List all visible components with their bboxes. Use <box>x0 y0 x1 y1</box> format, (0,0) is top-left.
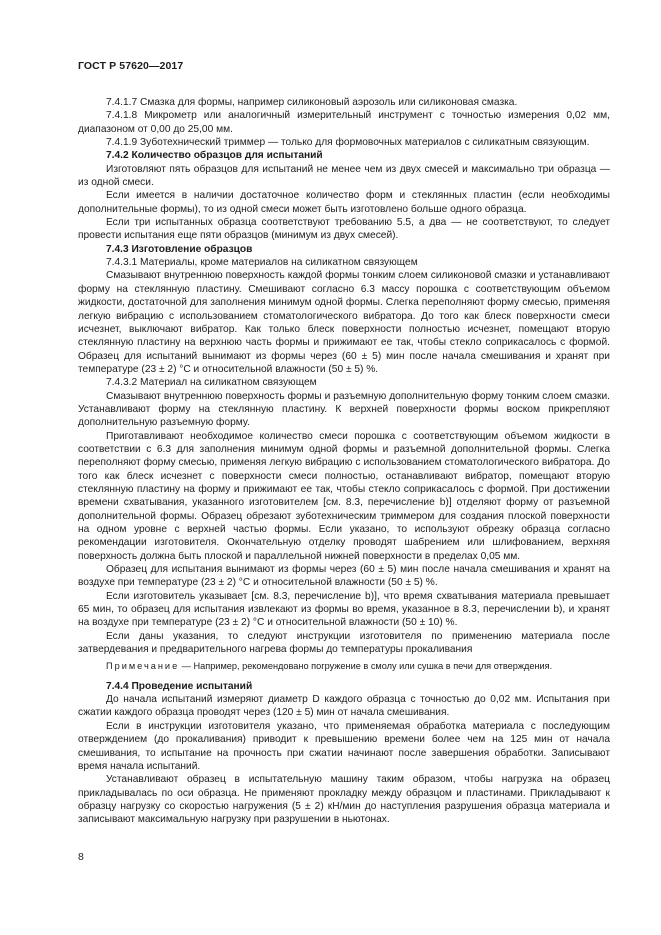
clause-7-4-3-1: 7.4.3.1 Материалы, кроме материалов на силикатном связующем <box>106 257 418 269</box>
clause-7-4-1-8: 7.4.1.8 Микрометр или аналогичный измерительный инструмент с точностью измерения 0,02 мм, диапазоном от 0,00 до 25,00 мм. <box>78 110 610 135</box>
note-label: Примечание <box>106 661 180 672</box>
paragraph: Изготовляют пять образцов для испытаний не менее чем из двух смесей и максимально три образца — из одной смеси. <box>78 163 610 189</box>
paragraph: Если три испытанных образца соответствуют требованию 5.5, а два — не соответствуют, то следует провести испытания еще пяти образцов (минимум из двух смесей). <box>78 217 610 242</box>
paragraph: Если даны указания, то следуют инструкции изготовителя по применению материала после затвердевания и предварительного нагрева формы до температуры прокаливания <box>78 630 610 656</box>
section-heading-7-4-2: 7.4.2 Количество образцов для испытаний <box>106 150 323 162</box>
paragraph: Устанавливают образец в испытательную машину таким образом, чтобы нагрузка на образец прикладывалась по оси образца. Не применяют прокладку между образцом и пластинами. Прикладывают к образцу нагрузку со скоростью нагружения (5 ± 2) кН/мин до наступления разрушения образца материала и записывают максимальную нагрузку при разрушении в ньютонах. <box>78 774 610 826</box>
section-heading-7-4-3: 7.4.3 Изготовление образцов <box>106 243 253 255</box>
clause-7-4-1-7: 7.4.1.7 Смазка для формы, например силиконовый аэрозоль или силиконовая смазка. <box>106 97 518 108</box>
paragraph: Смазывают внутреннюю поверхность каждой формы тонким слоем силиконовой смазки и устанавливают форму на стеклянную пластину. Смешивают согласно 6.3 массу порошка с соответствующим объемом жидкости, достаточной для заполнения минимум одной формы. Слегка переполняют форму смесью, применяя легкую вибрацию с использованием стоматологического вибратора. До того как блеск поверхности смеси исчезнет, выключают вибратор. Как только блеск поверхности полностью исчезнет, помещают вторую стеклянную пластину на верхнюю часть формы и прижимают ее так, чтобы стекло соприкасалось с формой. Образец для испытаний вынимают из формы через (60 ± 5) мин после начала смешивания и хранят при температуре (23 ± 2) °С и относительной влажности (50 ± 5) %. <box>78 270 610 375</box>
clause-7-4-3-2: 7.4.3.2 Материал на силикатном связующем <box>106 377 317 389</box>
paragraph: Если имеется в наличии достаточное количество форм и стеклянных пластин (если необходимы дополнительные формы), то из одной смеси может быть изготовлено больше одного образца. <box>78 190 610 215</box>
paragraph: Приготавливают необходимое количество смеси порошка с соответствующим объемом жидкости в соответствии с 6.3 для заполнения минимум одной формы и разъемной дополнительной формы. Слегка переполняют форму смесью, применяя легкую вибрацию с использованием стоматологического вибратора. До того как блеск исчезнет с поверхности смеси полностью, останавливают вибратор, помещают вторую стеклянную пластину на форму и прижимают ее так, чтобы стекло соприкасалось с формой. При достижении времени схватывания, указанного изготовителем [см. 8.3, перечисление b)] отделяют форму от разъемной дополнительной формы. Образец обрезают зуботехническим триммером для создания плоской поверхности на одном уровне с верхней частью формы. Если указано, то используют обрезку образца согласно рекомендации изготовителя. Окончательную отделку проводят шабрением или шлифованием, верхняя поверхность должна быть плоской и параллельной нижней поверхности в пределах 0,05 мм. <box>78 430 610 562</box>
standard-header: ГОСТ Р 57620—2017 <box>78 60 184 72</box>
document-body <box>78 96 610 827</box>
page-number: 8 <box>78 851 84 863</box>
paragraph: Если изготовитель указывает [см. 8.3, перечисление b)], что время схватывания материала превышает 65 мин, то образец для испытания извлекают из формы во время, указанное в 8.3, перечислении b), и хранят на воздухе при температуре (23 ± 2) °С и относительной влажности (50 ± 10) %. <box>78 590 610 629</box>
note-text: — Например, рекомендовано погружение в смолу или сушка в печи для отверждения. <box>179 661 553 672</box>
paragraph: Смазывают внутреннюю поверхность формы и разъемную дополнительную форму тонким слоем смазки. Устанавливают форму на стеклянную пластину. К верхней поверхности формы воском прикрепляют дополнительную разъемную форму. <box>78 390 610 429</box>
paragraph: До начала испытаний измеряют диаметр D каждого образца с точностью до 0,02 мм. Испытания при сжатии каждого образца проводят через (120 ± 5) мин от начала смешивания. <box>78 694 610 719</box>
note <box>78 660 610 673</box>
section-heading-7-4-4: 7.4.4 Проведение испытаний <box>106 680 253 692</box>
paragraph: Образец для испытания вынимают из формы через (60 ± 5) мин после начала смешивания и хранят на воздухе при температуре (23 ± 2) °С и относительной влажности (50 ± 5) %. <box>78 564 610 589</box>
clause-7-4-1-9: 7.4.1.9 Зуботехнический триммер — только для формовочных материалов с силикатным связующим. <box>106 137 590 149</box>
paragraph: Если в инструкции изготовителя указано, что применяемая обработка материала с последующим отверждением (до прокаливания) приводит к превышению времени более чем на 125 мин от начала смешивания, то испытание на прочность при сжатии начинают после завершения обработки. Записывают время начала испытаний. <box>78 720 610 772</box>
